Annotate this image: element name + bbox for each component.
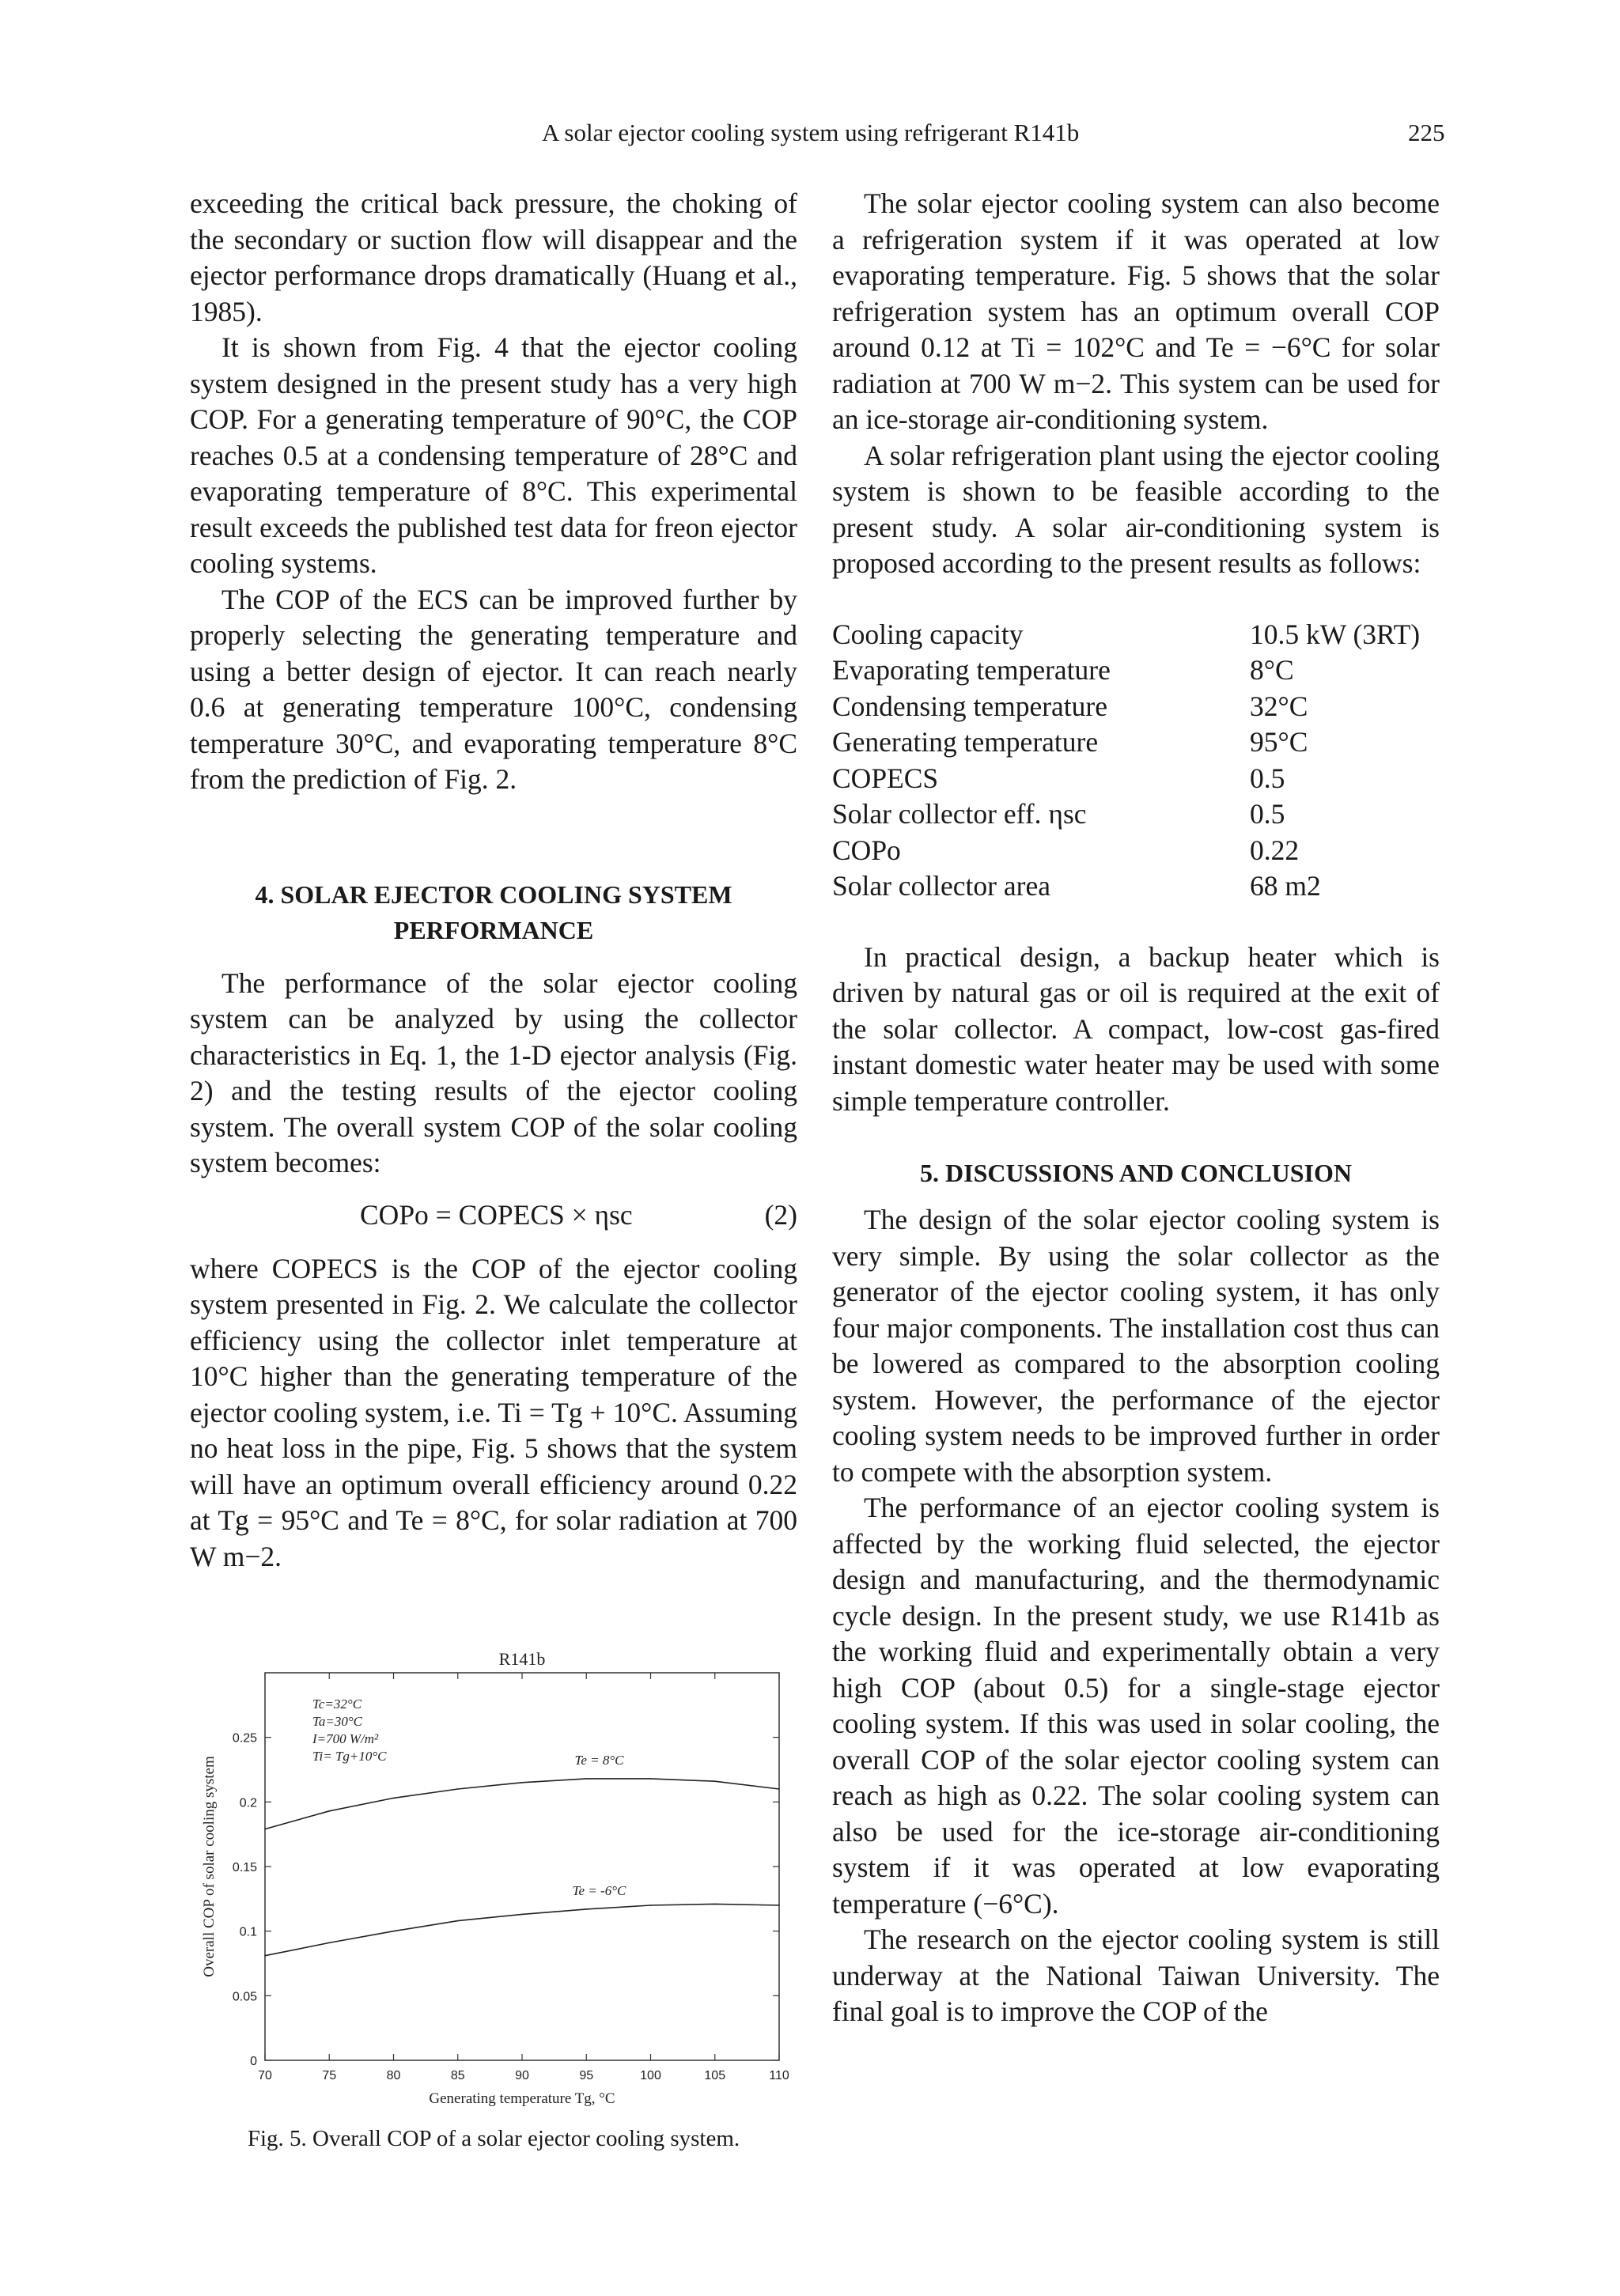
- data-point: [714, 1780, 716, 1782]
- y-tick-label: 0.05: [232, 1990, 257, 2004]
- x-tick-label: 105: [704, 2069, 726, 2082]
- spec-row: [832, 689, 1440, 725]
- condition-label: I=700 W/m²: [312, 1731, 379, 1746]
- spec-row: [832, 833, 1440, 869]
- spec-value: 8°C: [1250, 654, 1294, 686]
- data-point: [585, 1908, 587, 1910]
- page-number: 225: [1408, 119, 1445, 146]
- y-tick-label: 0.25: [232, 1731, 257, 1746]
- x-tick-label: 110: [769, 2069, 789, 2082]
- x-tick-label: 90: [515, 2069, 529, 2082]
- series-line-te-minus-6: [265, 1904, 779, 1955]
- data-point: [393, 1931, 395, 1932]
- spec-row: [832, 796, 1440, 833]
- left-para-2: It is shown from Fig. 4 that the ejector cooling system designed in the present study has a very high COP. For a generating temperature of 90°C, the COP reaches 0.5 at a condensing temperature of 28°C and evaporating temperature of 8°C. This experimental result exceeds the published test data for freon ejector cooling systems.: [190, 331, 797, 579]
- series-line-te-8: [265, 1779, 779, 1829]
- data-point: [457, 1920, 459, 1922]
- spec-row: [832, 617, 1440, 653]
- left-para-5: where COPECS is the COP of the ejector cooling system presented in Fig. 2. We calculate the collector efficiency using the collector inlet temperature at 10°C higher than the generating temperature of the ejector cooling system, i.e. Ti = Tg + 10°C. Assuming no heat loss in the pipe, Fig. 5 shows that the system will have an optimum overall efficiency around 0.22 at Tg = 95°C and Te = 8°C, for solar radiation at 700 W m−2.: [190, 1252, 797, 1572]
- right-para-3: In practical design, a backup heater which is driven by natural gas or oil is required at the exit of the solar collector. A compact, low-cost gas-fired instant domestic water heater may be used with some simple temperature controller.: [832, 940, 1440, 1117]
- x-tick-label: 85: [450, 2069, 465, 2082]
- spec-value: 95°C: [1250, 726, 1308, 758]
- running-title: A solar ejector cooling system using refrigerant R141b: [542, 119, 1080, 146]
- data-point: [521, 1914, 523, 1916]
- equation-number: (2): [764, 1198, 797, 1231]
- x-tick-label: 100: [640, 2069, 661, 2082]
- condition-label: Ti= Tg+10°C: [312, 1749, 387, 1764]
- spec-label: Condensing temperature: [832, 690, 1107, 722]
- spec-value: 32°C: [1250, 690, 1308, 722]
- spec-value: 0.22: [1250, 834, 1300, 866]
- x-tick-label: 80: [386, 2069, 401, 2082]
- spec-row: [832, 652, 1440, 689]
- data-point: [650, 1905, 652, 1906]
- y-tick-label: 0.1: [239, 1925, 257, 1939]
- condition-label: Tc=32°C: [312, 1696, 362, 1712]
- spec-label: COPo: [832, 834, 901, 866]
- data-point: [393, 1798, 395, 1799]
- x-tick-label: 75: [322, 2069, 337, 2082]
- data-point: [457, 1788, 459, 1790]
- section-4-title-line-2: PERFORMANCE: [393, 915, 594, 944]
- data-point: [264, 1955, 266, 1957]
- data-point: [650, 1778, 652, 1780]
- y-tick-label: 0.15: [232, 1861, 257, 1874]
- right-para-4: The design of the solar ejector cooling system is very simple. By using the solar collector as the generator of the ejector cooling system, it has only four major components. The installation cost thus can be lowered as compared to the absorption cooling system. However, the performance of the ejector cooling system needs to be improved further in order to compete with the absorption system.: [832, 1204, 1440, 1488]
- data-point: [328, 1942, 330, 1944]
- data-point: [778, 1905, 780, 1906]
- data-point: [714, 1904, 716, 1905]
- data-point: [778, 1788, 780, 1790]
- left-para-3: The COP of the ECS can be improved further by properly selecting the generating temperature and using a better design of ejector. It can reach nearly 0.6 at generating temperature 100°C, condensing temperature 30°C, and evaporating temperature 8°C from the prediction of Fig. 2.: [190, 583, 797, 795]
- data-point: [585, 1778, 587, 1780]
- section-4-title: [190, 877, 797, 948]
- series-label-te-8: Te = 8°C: [574, 1752, 624, 1768]
- spec-value: 0.5: [1250, 798, 1285, 830]
- spec-value: 10.5 kW (3RT): [1250, 618, 1421, 650]
- x-axis-label: Generating temperature Tg, °C: [429, 2090, 615, 2107]
- spec-label: Solar collector area: [832, 870, 1050, 902]
- series-label-te-minus-6: Te = -6°C: [572, 1882, 626, 1898]
- spec-label: COPECS: [832, 762, 939, 794]
- section-4-title-line-1: 4. SOLAR EJECTOR COOLING SYSTEM: [255, 879, 732, 909]
- spec-label: Solar collector eff. ηsc: [832, 798, 1087, 830]
- right-para-2: A solar refrigeration plant using the ejector cooling system is shown to be feasible according to the present study. A solar air-conditioning system is proposed according to the present results as follows:: [832, 439, 1440, 579]
- right-para-1: The solar ejector cooling system can also become a refrigeration system if it was operated at low evaporating temperature. Fig. 5 shows that the solar refrigeration system has an optimum overall COP around 0.12 at Ti = 102°C and Te = −6°C for solar radiation at 700 W m−2. This system can be used for an ice-storage air-conditioning system.: [832, 187, 1440, 435]
- y-tick-label: 0: [250, 2055, 257, 2068]
- chart-title: R141b: [498, 1649, 546, 1669]
- right-para-5: The performance of an ejector cooling system is affected by the working fluid selected, the ejector design and manufacturing, and the thermodynamic cycle design. In the present study, we use R141b as the working fluid and experimentally obtain a very high COP (about 0.5) for a single-stage ejector cooling system. If this was used in solar cooling, the overall COP of the solar ejector cooling system can reach as high as 0.22. The solar cooling system can also be used for the ice-storage air-conditioning system if it was operated at low evaporating temperature (−6°C).: [832, 1492, 1440, 1920]
- spec-row: [832, 761, 1440, 797]
- data-point: [521, 1782, 523, 1783]
- condition-label: Ta=30°C: [312, 1714, 363, 1729]
- equation: COPo = COPECS × ηsc: [360, 1198, 633, 1231]
- data-point: [264, 1829, 266, 1830]
- y-axis-label: Overall COP of solar cooling system: [201, 1756, 218, 1977]
- spec-label: Evaporating temperature: [832, 654, 1111, 686]
- spec-value: 68 m2: [1250, 870, 1321, 902]
- spec-table: [832, 617, 1440, 905]
- spec-label: Generating temperature: [832, 726, 1099, 758]
- right-para-6: The research on the ejector cooling system is still underway at the National Taiwan University. The final goal is to improve the COP of the: [832, 1923, 1440, 2027]
- spec-value: 0.5: [1250, 762, 1285, 794]
- section-5-title: 5. DISCUSSIONS AND CONCLUSION: [920, 1159, 1352, 1187]
- figure-5-chart: [190, 1637, 807, 2128]
- y-tick-label: 0.2: [239, 1796, 257, 1810]
- left-column: [190, 186, 797, 1575]
- spec-label: Cooling capacity: [832, 618, 1024, 650]
- left-para-1: exceeding the critical back pressure, the choking of the secondary or suction flow will disappear and the ejector performance drops dramatically (Huang et al., 1985).: [190, 187, 797, 327]
- spec-row: [832, 868, 1440, 905]
- right-column: [832, 186, 1440, 2030]
- figure-caption: Fig. 5. Overall COP of a solar ejector cooling system.: [247, 2126, 740, 2151]
- equation-2: [190, 1194, 797, 1242]
- x-tick-label: 70: [258, 2069, 272, 2082]
- data-point: [328, 1810, 330, 1812]
- spec-row: [832, 724, 1440, 761]
- left-para-4: The performance of the solar ejector cooling system can be analyzed by using the collector characteristics in Eq. 1, the 1-D ejector analysis (Fig. 2) and the testing results of the ejector cooling system. The overall system COP of the solar cooling system becomes:: [190, 966, 797, 1178]
- x-tick-label: 95: [579, 2069, 594, 2082]
